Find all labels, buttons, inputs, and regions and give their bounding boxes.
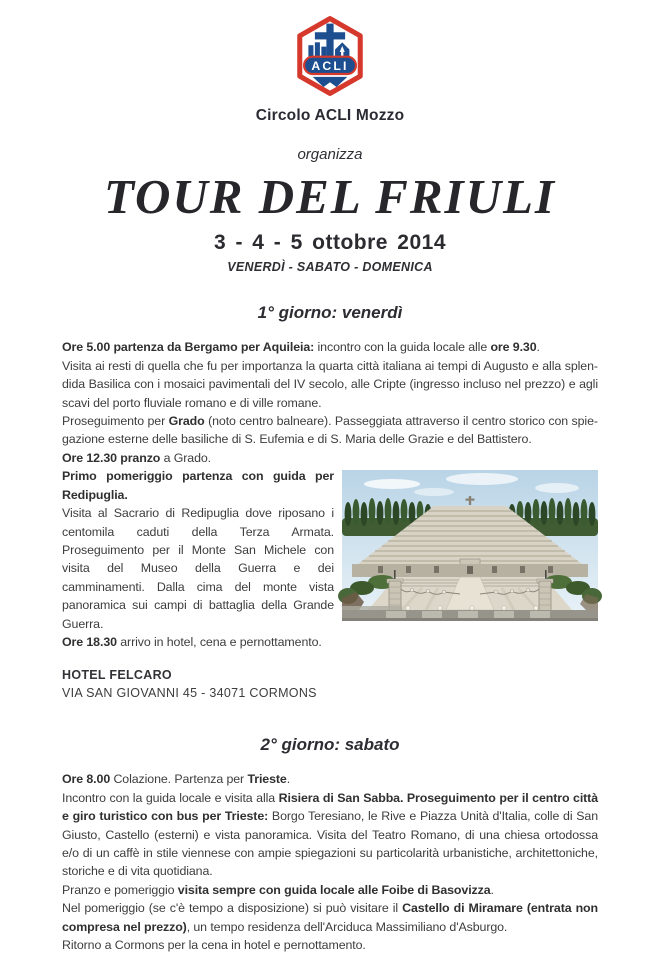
acli-acronym: ACLI [311,59,349,74]
paragraph: Ore 8.00 Colazione. Partenza per Trieste. [62,772,291,787]
redipuglia-photo [342,470,598,621]
paragraph: Visita ai resti di quella che fu per importanza la quarta città italiana ai tempi di Augusto e alla splendida Basilica con i mosaici pavimentali del IV secolo, alle Cripte (ingresso incluso nel prezzo) e agli scavi del porto fluviale romano e di ville romane. [62,358,598,410]
organization-name: Circolo ACLI Mozzo [255,107,405,124]
day1-heading: 1° giorno: venerdì [257,303,403,323]
redipuglia-memorial-illustration [342,470,598,621]
paragraph: Primo pomeriggio partenza con guida per Redipuglia. [62,469,334,502]
hotel-address: VIA SAN GIOVANNI 45 - 34071 CORMONS [62,686,317,701]
day1-intro-paragraphs [62,338,598,467]
paragraph: Ritorno a Cormons per la cena in hotel e pernottamento. [62,938,366,952]
acli-logo-icon [294,14,366,98]
day2-section [62,770,598,954]
paragraph: Ore 5.00 partenza da Bergamo per Aquileia: incontro con la guida locale alle ore 9.30. [62,340,540,355]
day2-paragraphs [62,770,598,954]
tour-dates: 3 - 4 - 5 ottobre 2014 [213,231,447,255]
tour-title: TOUR DEL FRIULI [103,169,556,224]
paragraph: Incontro con la guida locale e visita alla Risiera di San Sabba. Proseguimento per il centro città e giro turistico con bus per Trieste: Borgo Teresiano, le Rive e Piazza Unità d'Italia, colle di San Giusto, Castello (esterni) e vista panoramica. Visita del Teatro Romano, di una chiesa ortodossa e/o di un caffè in stile viennese con ampie spiegazioni su particolarità urbanistiche, architettoniche, storiche e di vita quotidiana. [62,790,599,879]
hotel-name: HOTEL FELCARO [62,668,172,683]
flyer-header [62,14,598,274]
hotel-block [62,666,598,702]
tour-weekdays: VENERDÌ - SABATO - DOMENICA [227,260,433,275]
paragraph: Proseguimento per Grado (noto centro balneare). Passeggiata attraverso il centro storico con spiegazione esterne delle basiliche di S. Eufemia e di S. Maria delle Grazie e del Battistero. [62,414,598,447]
paragraph: Nel pomeriggio (se c'è tempo a disposizione) si può visitare il Castello di Miramare (entrata non compresa nel prezzo), un tempo residenza dell'Arciduca Massimiliano d'Asburgo. [62,901,598,934]
paragraph: Pranzo e pomeriggio visita sempre con guida locale alle Foibe di Basovizza. [62,882,494,897]
day2-heading: 2° giorno: sabato [260,735,400,755]
organizes-label: organizza [297,146,363,163]
paragraph: Ore 18.30 arrivo in hotel, cena e pernottamento. [62,634,322,649]
acli-logo [62,14,598,98]
day1-section [62,338,598,651]
paragraph: Ore 12.30 pranzo a Grado. [62,450,212,465]
paragraph: Visita al Sacrario di Redipuglia dove riposano i centomila caduti della Terza Armata. Proseguimento per il Monte San Michele con visita del Museo della Guerra e dei camminamenti. Dalla cima del monte vista panoramica sui campi di battaglia della Grande Guerra. [62,506,334,631]
